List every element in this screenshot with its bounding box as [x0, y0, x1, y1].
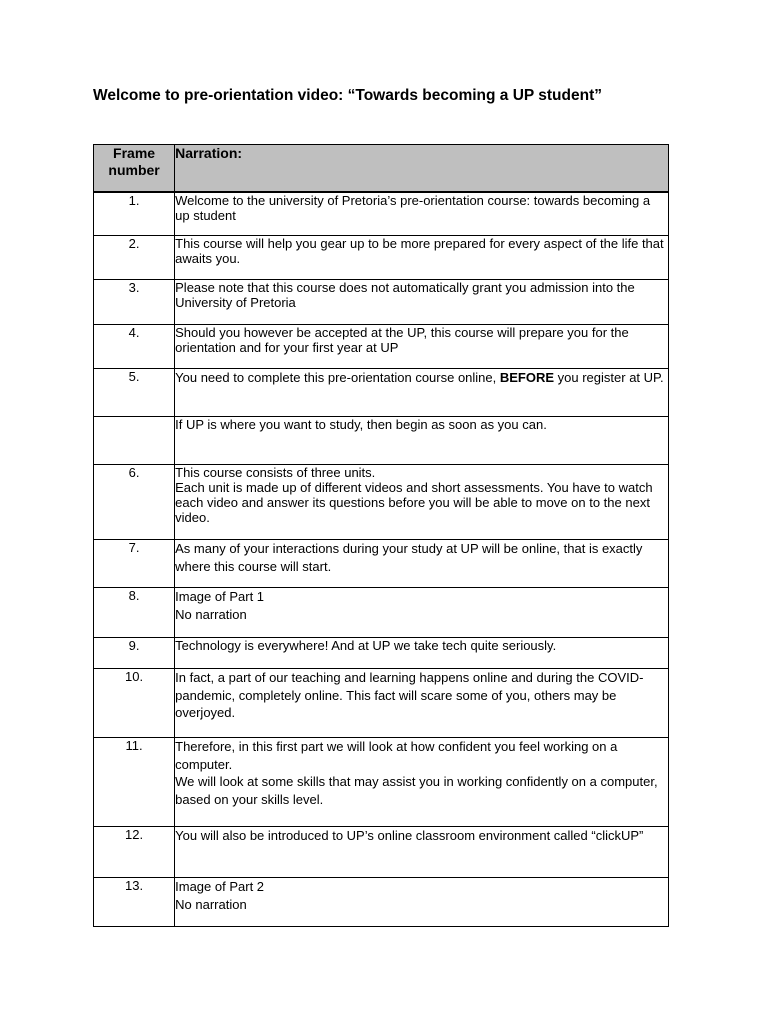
narration-text — [175, 236, 669, 280]
frame-number: 3. — [94, 280, 175, 325]
frame-number: 6. — [94, 465, 175, 540]
narration-line: No narration — [175, 896, 247, 912]
frame-number: 10. — [94, 669, 175, 738]
narration-line: If UP is where you want to study, then begin as soon as you can. — [175, 417, 547, 432]
table-row — [94, 738, 669, 827]
table-row — [94, 465, 669, 540]
table-row — [94, 369, 669, 417]
narration-header: Narration: — [175, 145, 669, 192]
frame-number-header: Frame number — [94, 145, 175, 192]
frame-number: 9. — [94, 638, 175, 669]
narration-line: Welcome to the university of Pretoria’s pre-orientation course: towards becoming a up student — [175, 192, 651, 223]
narration-line: This course will help you gear up to be more prepared for every aspect of the life that awaits you. — [175, 236, 664, 266]
narration-text — [175, 192, 669, 236]
narration-text — [175, 638, 669, 669]
table-row — [94, 638, 669, 669]
table-row — [94, 417, 669, 465]
table-header-row — [94, 145, 669, 192]
frame-number: 2. — [94, 236, 175, 280]
table-row — [94, 192, 669, 236]
narration-line: You need to complete this pre-orientation course online, BEFORE you register at UP. — [175, 370, 664, 385]
frame-number: 5. — [94, 369, 175, 417]
table-row — [94, 827, 669, 878]
frame-number — [94, 417, 175, 465]
table-row — [94, 236, 669, 280]
narration-text — [175, 588, 669, 638]
narration-line: Should you however be accepted at the UP, this course will prepare you for the orientation and for your first year at UP — [175, 325, 629, 355]
narration-line: Image of Part 2 — [175, 879, 265, 894]
narration-line: No narration — [175, 606, 247, 622]
narration-line: As many of your interactions during your study at UP will be online, that is exactly where this course will start. — [175, 541, 643, 574]
narration-text — [175, 738, 669, 827]
narration-text — [175, 827, 669, 878]
narration-text — [175, 369, 669, 417]
narration-line: Therefore, in this first part we will look at how confident you feel working on a computer. — [175, 739, 618, 772]
frame-number: 4. — [94, 325, 175, 369]
narration-table — [93, 144, 669, 927]
narration-line: Image of Part 1 — [175, 589, 265, 604]
table-row — [94, 325, 669, 369]
table-row — [94, 588, 669, 638]
table-row — [94, 280, 669, 325]
frame-number: 7. — [94, 540, 175, 588]
narration-line: We will look at some skills that may assist you in working confidently on a computer, based on your skills level. — [175, 774, 658, 807]
narration-text — [175, 417, 669, 465]
narration-line: Each unit is made up of different videos and short assessments. You have to watch each video and answer its questions before you will be able to move on to the next video. — [175, 480, 653, 525]
narration-line: This course consists of three units. — [175, 465, 376, 480]
narration-text — [175, 465, 669, 540]
table-row — [94, 669, 669, 738]
frame-number: 11. — [94, 738, 175, 827]
frame-number: 1. — [94, 192, 175, 236]
document-title: Welcome to pre-orientation video: “Towards becoming a UP student” — [93, 87, 602, 104]
narration-text — [175, 540, 669, 588]
table-row — [94, 878, 669, 927]
frame-number: 8. — [94, 588, 175, 638]
emphasis-text: BEFORE — [499, 370, 555, 385]
narration-line: In fact, a part of our teaching and learning happens online and during the COVID-pandemic, completely online. This fact will scare some of you, others may be overjoyed. — [175, 670, 644, 720]
narration-text — [175, 669, 669, 738]
narration-line: Please note that this course does not automatically grant you admission into the University of Pretoria — [175, 280, 635, 310]
frame-number: 12. — [94, 827, 175, 878]
narration-text — [175, 878, 669, 927]
narration-line: Technology is everywhere! And at UP we take tech quite seriously. — [175, 638, 557, 653]
table-row — [94, 540, 669, 588]
narration-line: You will also be introduced to UP’s online classroom environment called “clickUP” — [175, 828, 644, 843]
narration-text — [175, 325, 669, 369]
narration-text — [175, 280, 669, 325]
frame-number: 13. — [94, 878, 175, 927]
